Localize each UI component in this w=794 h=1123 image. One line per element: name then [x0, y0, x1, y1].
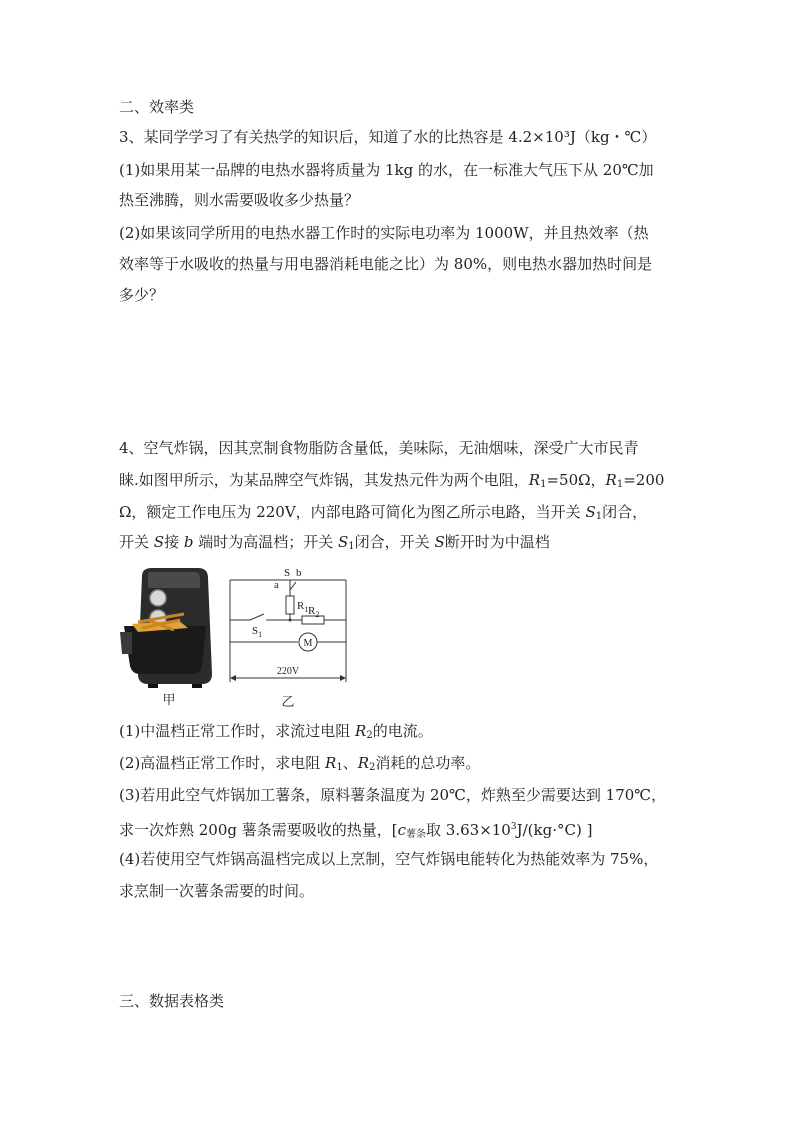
resistor-r1 — [286, 596, 294, 614]
label-terminal-b: b — [296, 567, 302, 579]
label-voltage: 220V — [276, 666, 300, 677]
q3-line-5: 效率等于水吸收的热量与用电器消耗电能之比）为 80%，则电热水器加热时间是 — [119, 255, 653, 273]
q4-sub-2: (2)高温档正常工作时，求电阻 $R_1$、$R_2$消耗的总功率。 — [119, 754, 481, 773]
figure-label-jia: 甲 — [162, 692, 176, 707]
q3-line-2: (1)如果用某一品牌的电热水器将质量为 1kg 的水，在一标准大气压下从 20℃加 — [119, 161, 654, 179]
section-heading-data-tables: 三、数据表格类 — [119, 992, 225, 1010]
q3-line-4: (2)如果该同学所用的电热水器工作时的实际电功率为 1000W，并且热效率（热 — [119, 224, 649, 242]
q4-line-2: 睐.如图甲所示，为某品牌空气炸锅，其发热元件为两个电阻，$R_1=50\Omega$，$R_1=200$ — [119, 471, 665, 490]
label-terminal-a: a — [274, 579, 279, 591]
label-r2: $R_2$ — [308, 605, 320, 619]
label-motor: M — [303, 638, 313, 649]
resistor-r2 — [302, 616, 324, 624]
q4-sub-4-line-2: 求烹制一次薯条需要的时间。 — [119, 882, 315, 900]
switch-s1 — [250, 614, 264, 620]
q3-line-3: 热至沸腾，则水需要吸收多少热量？ — [119, 191, 360, 209]
air-fryer-image — [120, 568, 212, 688]
q3-line-6: 多少？ — [119, 286, 165, 304]
q4-line-4: 开关 S接 b 端时为高温档；开关 $S_1$闭合，开关 S断开时为中温档 — [119, 533, 550, 552]
switch-s — [290, 582, 296, 590]
q4-sub-3-line-1: (3)若用此空气炸锅加工薯条，原料薯条温度为 20℃，炸熟至少需要达到 170℃， — [119, 786, 667, 804]
q4-sub-1: (1)中温档正常工作时，求流过电阻 $R_2$的电流。 — [119, 722, 433, 741]
label-switch-s: S — [284, 567, 291, 579]
air-fryer-figure — [118, 562, 358, 714]
q3-line-1: 3、某同学学习了有关热学的知识后，知道了水的比热容是 4.2×10³J（kg・℃） — [119, 128, 657, 146]
section-heading-efficiency: 二、效率类 — [119, 98, 195, 116]
q4-sub-4-line-1: (4)若使用空气炸锅高温档完成以上烹制，空气炸锅电能转化为热能效率为 75%， — [119, 850, 659, 868]
label-s1: $S_1$ — [252, 625, 263, 639]
figure-label-yi: 乙 — [281, 694, 295, 709]
label-r1: $R_1$ — [297, 600, 309, 614]
q4-sub-3-line-2: 求一次炸熟 200g 薯条需要吸收的热量，[$c_{薯条}$取 $3.63\times 10^3J/(kg\cdot^\circ C)$ ] — [119, 821, 593, 840]
q4-line-1: 4、空气炸锅，因其烹制食物脂防含量低，美味际，无油烟味，深受广大市民青 — [119, 439, 639, 457]
q4-line-3: Ω，额定工作电压为 220V，内部电路可简化为图乙所示电路，当开关 $S_1$闭合， — [119, 503, 648, 522]
